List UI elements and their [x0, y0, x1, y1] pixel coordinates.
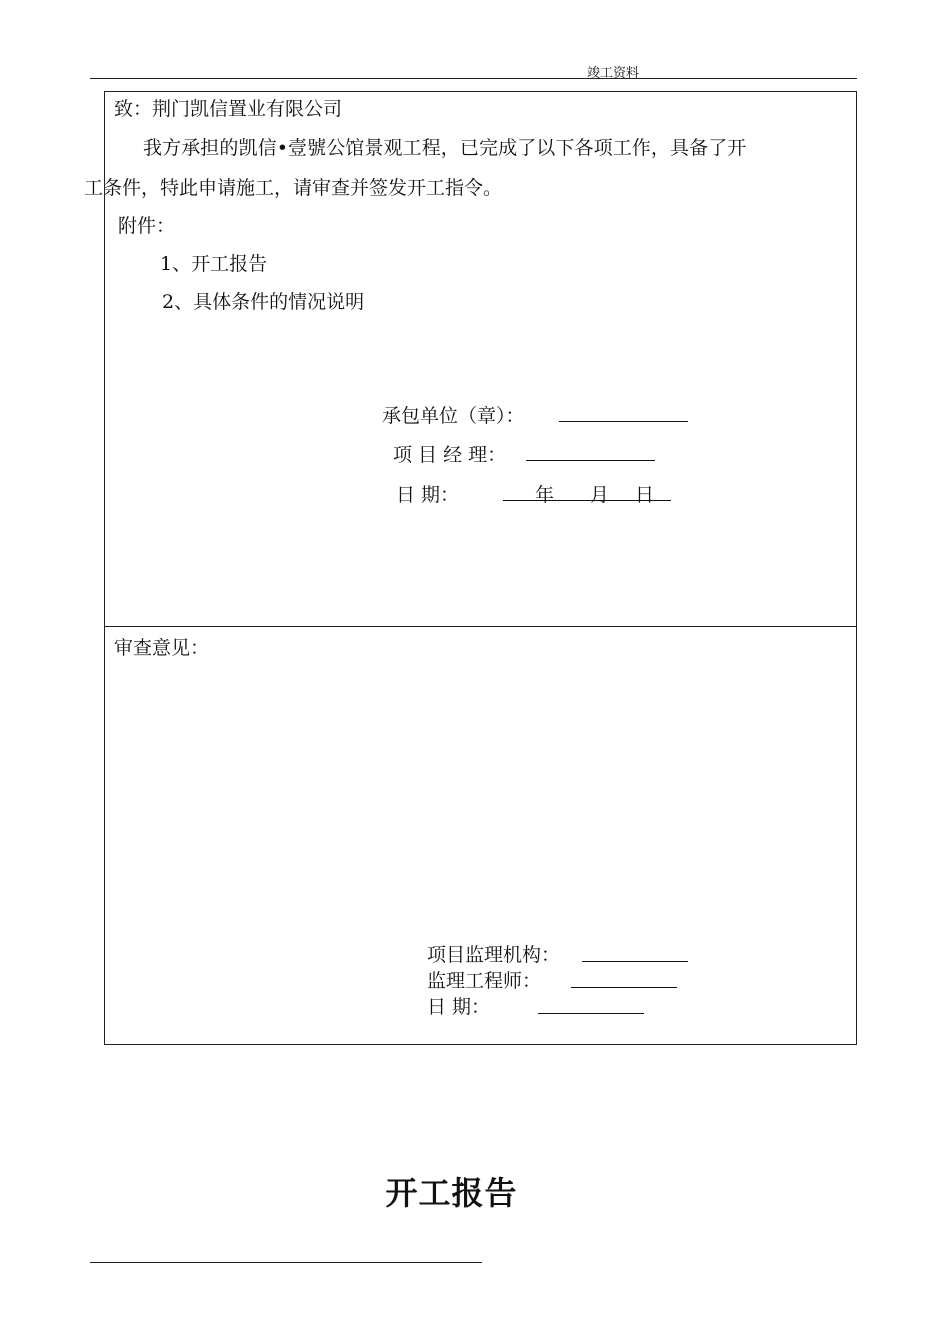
addressee: 致：荆门凯信置业有限公司 [114, 98, 343, 120]
review-date-label: 日 期： [427, 996, 491, 1018]
application-date-label: 日 期： [396, 484, 460, 506]
contractor-signature-line [559, 402, 688, 422]
supervision-org-line [582, 942, 688, 962]
date-month: 月 [590, 484, 610, 506]
application-section [104, 91, 857, 627]
attachment-item-1: 1、开工报告 [160, 253, 268, 275]
date-day: 日 [635, 484, 655, 506]
page-header-text: 竣工资料 [587, 66, 640, 81]
attachments-label: 附件： [118, 215, 176, 237]
attachment-item-2: 2、具体条件的情况说明 [162, 291, 365, 313]
supervising-engineer-label: 监理工程师： [427, 970, 542, 992]
date-year: 年 [535, 484, 555, 506]
engineer-signature-line [571, 968, 677, 988]
body-line-2: 工条件，特此申请施工，请审查并签发开工指令。 [84, 177, 503, 199]
review-date-line [538, 994, 644, 1014]
manager-signature-line [526, 441, 655, 461]
contractor-label: 承包单位（章）： [382, 405, 525, 427]
supervision-org-label: 项目监理机构： [427, 944, 561, 966]
body-line-1: 我方承担的凯信•壹號公馆景观工程，已完成了以下各项工作，具备了开 [143, 137, 747, 159]
project-manager-label: 项 目 经 理： [393, 444, 507, 466]
page-title: 开工报告 [385, 1174, 518, 1212]
header-rule [90, 78, 857, 79]
footer-rule [90, 1262, 482, 1263]
review-opinion-label: 审查意见： [114, 637, 210, 659]
